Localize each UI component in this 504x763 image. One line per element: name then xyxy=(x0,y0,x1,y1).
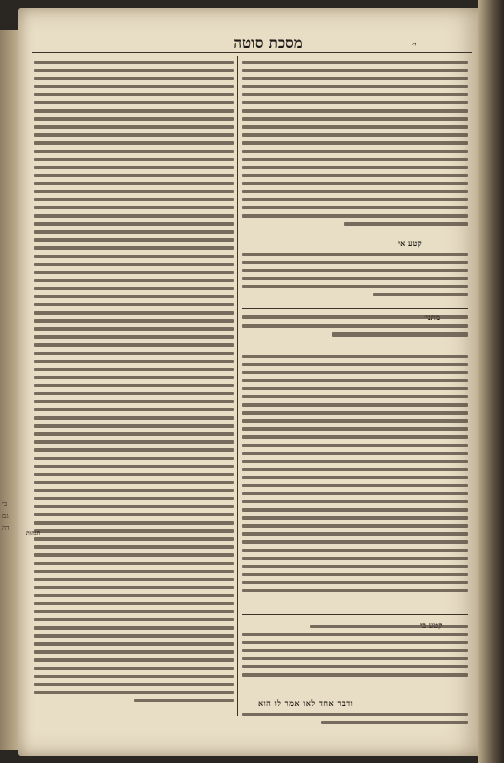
gloss-heading: הגהות xyxy=(26,530,41,537)
main-text-block-3 xyxy=(242,350,468,610)
main-text-block-4 xyxy=(242,620,468,690)
section-rule-1 xyxy=(242,308,468,309)
margin-note-3: דה xyxy=(2,524,10,532)
section-heading-1: קטע אי xyxy=(398,238,422,248)
book-binding-shadow xyxy=(478,0,504,763)
folio-number: י׳ xyxy=(412,41,417,51)
closing-phrase: ודבר אחד לאו אמר לו הוא xyxy=(258,698,354,708)
book-page xyxy=(18,8,484,756)
margin-note-2: גם xyxy=(2,512,9,520)
margin-note-1: בי xyxy=(2,500,8,508)
main-text-block-5 xyxy=(242,708,468,734)
column-divider xyxy=(237,56,238,716)
main-text-block-2 xyxy=(242,248,468,306)
section-rule-2 xyxy=(242,614,468,615)
header-rule xyxy=(32,52,472,53)
page-title: מסכת סוטה xyxy=(233,34,303,52)
commentary-column xyxy=(34,56,234,716)
mishnah-text xyxy=(242,310,468,350)
